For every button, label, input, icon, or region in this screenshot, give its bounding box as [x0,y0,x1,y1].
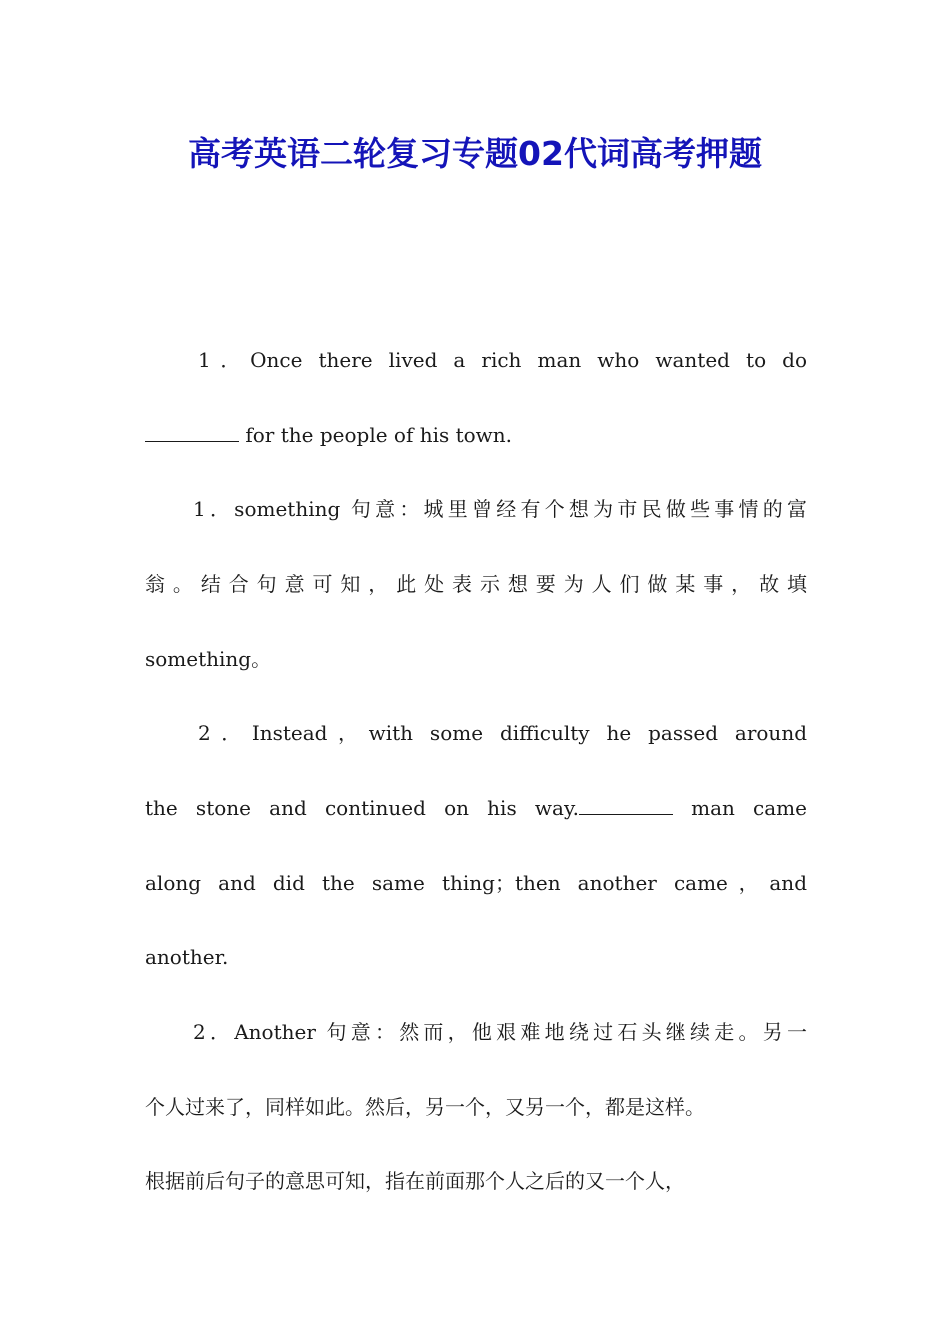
answer-2-line-1: 2．Another 句意：然而，他艰难地绕过石头继续走。另一 [193,1020,807,1044]
question-2-line-3: along and did the same thing；then another came，and [145,871,807,895]
document-title: 高考英语二轮复习专题02代词高考押题 [188,134,762,173]
answer-1-line-2: 翁。结合句意可知，此处表示想要为人们做某事，故填 [145,572,807,596]
question-2-line-2 [145,793,807,823]
answer-blank [145,421,239,442]
answer-blank [579,794,673,815]
question-2-line-4: another. [145,945,229,969]
question-2-line-1: 2．Instead，with some difficulty he passed around [198,721,807,745]
answer-2-line-3: 根据前后句子的意思可知，指在前面那个人之后的又一个人， [145,1169,685,1193]
answer-2-line-2: 个人过来了，同样如此。然后，另一个，又另一个，都是这样。 [145,1095,705,1119]
question-1-line-2-text: for the people of his town. [239,423,513,447]
answer-1-line-1: 1．something 句意：城里曾经有个想为市民做些事情的富 [193,497,807,521]
question-2-line-2-text-a: the stone and continued on his way. [145,796,579,820]
question-1-line-2 [145,420,807,450]
question-2-line-2-text-b: man came [672,796,807,820]
answer-1-line-3: something。 [145,647,272,671]
question-1-line-1: 1．Once there lived a rich man who wanted to do [198,348,807,372]
